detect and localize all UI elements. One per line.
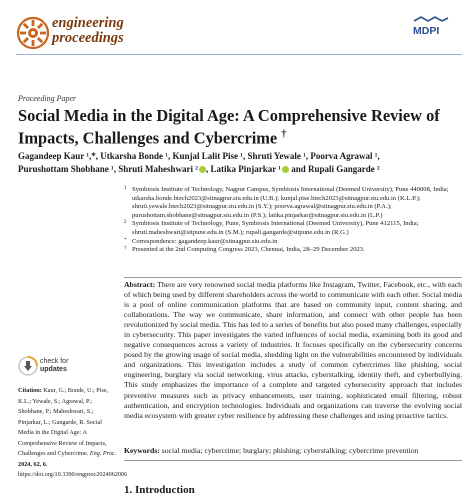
correspondence — [124, 238, 462, 247]
check-for-updates-icon — [18, 356, 38, 376]
authors-line-2b: , Latika Pinjarkar ¹ — [205, 164, 281, 174]
abstract-label: Abstract: — [124, 280, 156, 289]
affiliation-1 — [124, 186, 462, 220]
abstract — [124, 280, 462, 421]
citation-year: 2024, 62, 6. — [18, 460, 48, 468]
affiliations — [124, 186, 462, 255]
affiliation-number: * — [124, 237, 127, 243]
affiliation-2 — [124, 220, 462, 237]
citation-doi[interactable]: https://doi.org/10.3390/engproc2024062006 — [18, 471, 128, 478]
authors-line-2 — [18, 163, 468, 176]
paper-title — [18, 106, 468, 147]
citation-journal: Eng. Proc. — [89, 450, 117, 457]
journal-name — [52, 16, 124, 46]
presentation-note — [124, 246, 462, 255]
updates-line1: check for — [40, 358, 69, 365]
authors-line-1: Gagandeep Kaur ¹,*, Utkarsha Bonde ¹, Kunjal Lalit Pise ¹, Shruti Yewale ¹, Poorva Agrawal ¹, — [18, 151, 380, 161]
keywords — [124, 446, 462, 456]
correspondence-text: Correspondence: gagandeep.kaur@sitnagpur.siu.edu.in — [132, 237, 278, 245]
citation-label: Citation: — [18, 387, 42, 394]
affiliation-text: Symbiosis Institute of Technology, Pune, Symbiosis International (Deemed University), Pune 412115, India; shruti.maheshwari@sitpune.edu.in (S.M.); rupali.gangarde@sitpune.edu.in (R.G.) — [132, 220, 419, 236]
updates-line2: updates — [40, 366, 67, 373]
affiliation-number: 2 — [124, 220, 127, 226]
authors-line-2c: and Rupali Gangarde ² — [288, 164, 380, 174]
paper-type: Proceeding Paper — [18, 94, 77, 103]
journal-logo — [16, 16, 50, 50]
mdpi-wordmark: MDPI — [413, 25, 440, 37]
abstract-text: There are very renowned social media platforms like Instagram, Twitter, Facebook, etc., with each of which being used by different shareholders across the world to communicate with each other. Social media is a pool of online communication platforms that are based on community input, content sharing, and collaborations. The way we communicate, share information, and connect with other people has been revolutionized by social media. This has led to a series of benefits but also posed many challenges, especially in cybersecurity. This paper investigates the varied influences of social media, examining both its good and negative consequences across a variety of industries. It focuses specifically on the cybersecurity concerns posed by the growing usage of social media, shedding light on the vulnerabilities encountered by individuals and organizations. This investigation includes a study of common cybercrimes like phishing, social engineering, burglary via social networking, virus attacks, cyberstalking, identity theft, and cyberbullying. This study emphasizes the importance of a complete and targeted cybersecurity approach that includes preventive measures such as privacy enhancements, user training, sophisticated email filtering, robust authentication, and encryption technologies. Individuals and organizations can traverse the evolving social media ecosystem with greater cyber resilience by addressing these challenges and using proactive tactics. — [124, 280, 462, 420]
header-divider — [16, 54, 462, 55]
paper-title-text: Social Media in the Digital Age: A Comprehensive Review of Impacts, Challenges and Cybercrime — [18, 106, 440, 148]
journal-name-line2: proceedings — [52, 30, 124, 46]
title-footnote-mark: † — [281, 129, 287, 140]
section-heading: 1. Introduction — [124, 484, 195, 496]
abstract-top-rule — [124, 277, 462, 278]
mdpi-logo — [412, 15, 450, 37]
affiliation-number: † — [124, 246, 127, 252]
check-for-updates-text — [40, 358, 68, 374]
orcid-icon[interactable] — [282, 166, 289, 173]
journal-name-line1: engineering — [52, 15, 124, 31]
citation-text: Kaur, G.; Bonde, U.; Pise, K.L.; Yewale, S.; Agrawal, P.; Shobhane, P.; Maheshwari, S.; Pinjarkar, L.; Gangarde, R. Social Media in the Digital Age: A Comprehensive Review of Impacts, Challenges and Cybercrime. — [18, 387, 109, 457]
affiliation-text: Symbiosis Institute of Technology, Nagpur Campus, Symbiosis International (Deemed University), Pune 440008, India; utkarsha.bonde.btech2023@sitnagpur.siu.edu.in (U.B.); kunjal.pise.btech2023@sitnagpur.siu.edu.in (K.L.P.); shruti.yewale.btech2023@sitnagpur.siu.edu.in (S.Y.); poorva.agrawal@sitnagpur.siu.edu.in (P.A.); purushottam.shobhane@sitnagpur.siu.edu.in (P.S.); latika.pinjarkar@sitnagpur.siu.edu.in (L.P.) — [132, 186, 449, 219]
affiliation-number: 1 — [124, 186, 127, 191]
authors-line-2a: Purushottam Shobhane ¹, Shruti Maheshwari ² — [18, 164, 198, 174]
keywords-bottom-rule — [124, 460, 462, 461]
keywords-label: Keywords: — [124, 446, 160, 455]
orcid-icon[interactable] — [199, 166, 206, 173]
citation-block — [18, 386, 128, 481]
keywords-text: social media; cybercrime; burglary; phishing; cyberstalking; cybercrime prevention — [161, 446, 419, 455]
check-for-updates-badge[interactable] — [18, 356, 78, 380]
presentation-note-text: Presented at the 2nd Computing Congress 2023, Chennai, India, 28–29 December 2023. — [132, 246, 365, 254]
author-list — [18, 150, 468, 176]
